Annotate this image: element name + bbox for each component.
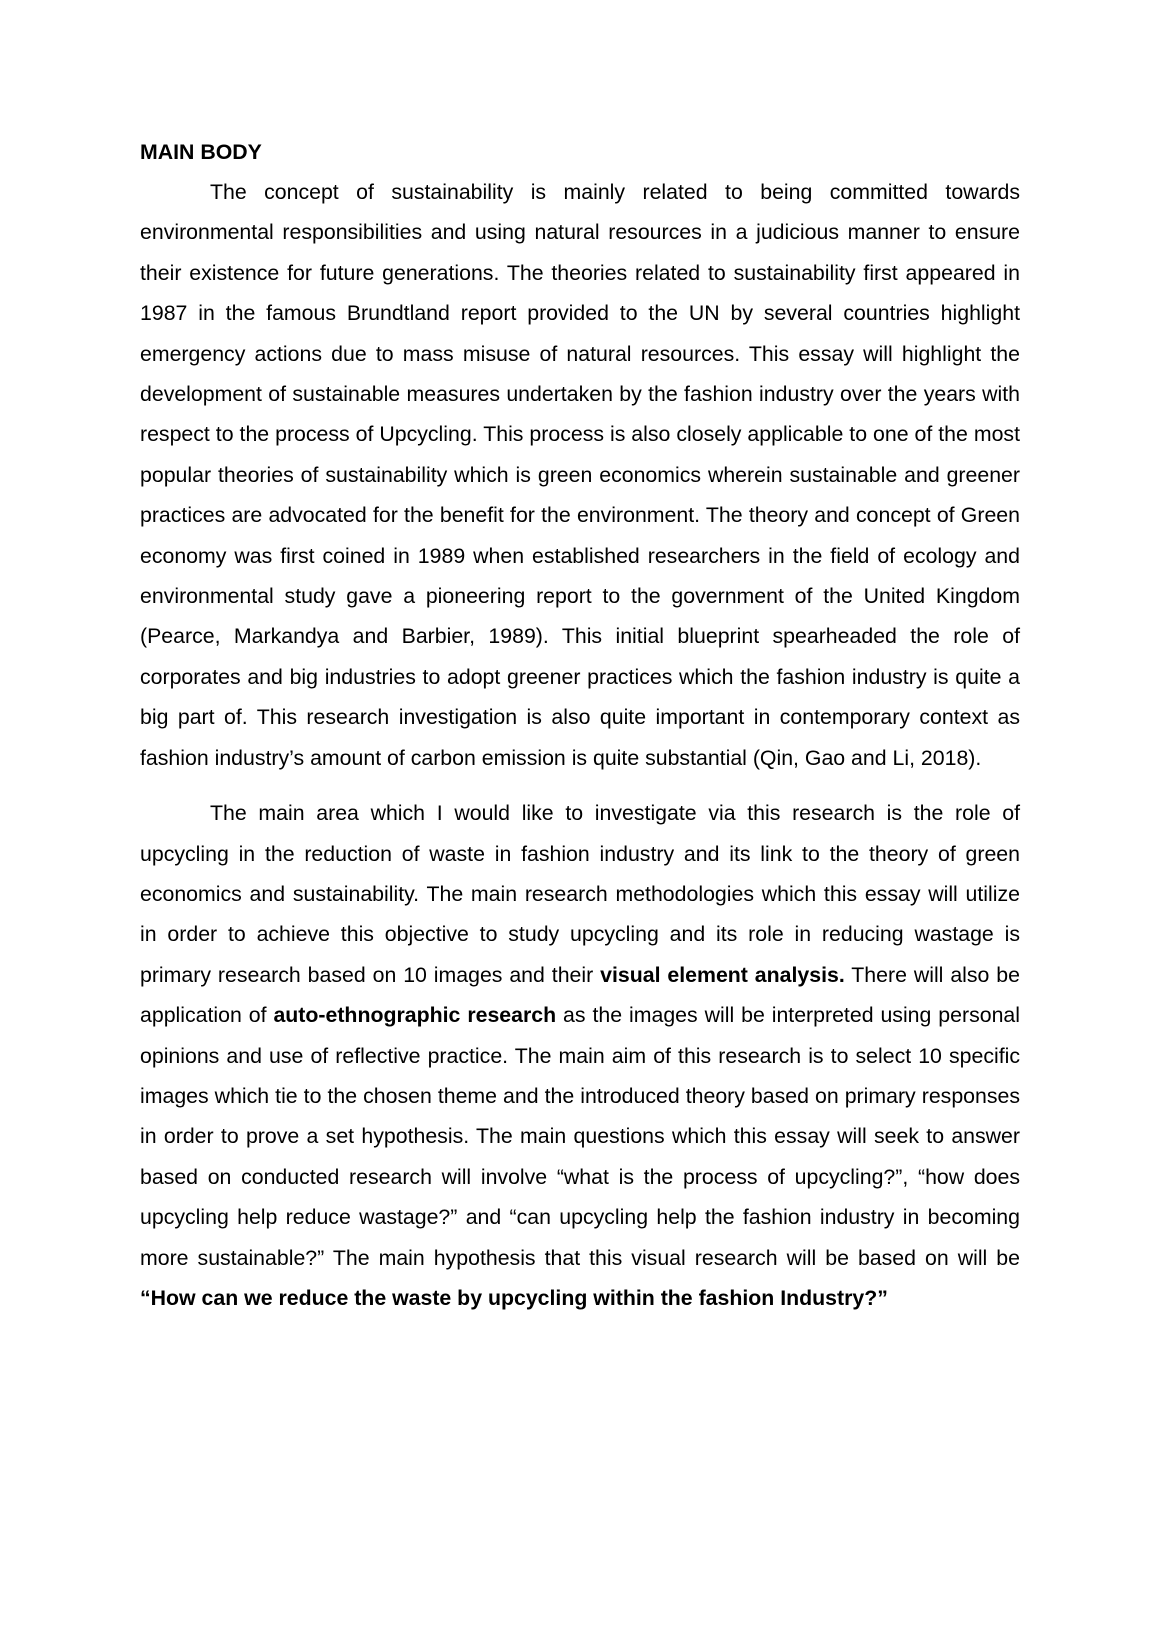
paragraph-sustainability-intro: The concept of sustainability is mainly related to being committed towards environmental responsibilities and using natural resources in a judicious manner to ensure their existence for future generations. The theories related to sustainability first appeared in 1987 in the famous Brundtland report provided to the UN by several countries highlight emergency actions due to mass misuse of natural resources. This essay will highlight the development of sustainable measures undertaken by the fashion industry over the years with respect to the process of Upcycling. This process is also closely applicable to one of the most popular theories of sustainability which is green economics wherein sustainable and greener practices are advocated for the benefit for the environment. The theory and concept of Green economy was first coined in 1989 when established researchers in the field of ecology and environmental study gave a pioneering report to the government of the United Kingdom (Pearce, Markandya and Barbier, 1989). This initial blueprint spearheaded the role of corporates and big industries to adopt greener practices which the fashion industry is quite a big part of. This research investigation is also quite important in contemporary context as fashion industry’s amount of carbon emission is quite substantial (Qin, Gao and Li, 2018).: [140, 180, 1020, 770]
para2-text-1: The main area which I would like to investigate via this research is the role of upcycling in the reduction of waste in fashion industry and its link to the theory of green economics and sustainability. The main research methodologies which this essay will utilize in order to achieve this objective to study upcycling and its role in reducing wastage is primary research based on 10 images and their: [140, 801, 1020, 987]
para2-bold-auto-ethnographic: auto-ethnographic research: [273, 1003, 557, 1028]
para2-bold-hypothesis: “How can we reduce the waste by upcycling within the fashion Industry?”: [140, 1285, 888, 1310]
para2-text-2: There will also be application of: [140, 962, 1020, 1028]
main-body-section: [140, 132, 1020, 1318]
para2-text-3: as the images will be interpreted using personal opinions and use of reflective practice. The main aim of this research is to select 10 specific images which tie to the chosen theme and the introduced theory based on primary responses in order to prove a set hypothesis. The main questions which this essay will seek to answer based on conducted research will involve “what is the process of upcycling?”, “how does upcycling help reduce wastage?” and “can upcycling help the fashion industry in becoming more sustainable?” The main hypothesis that this visual research will be based on will be: [140, 1003, 1020, 1270]
section-heading: MAIN BODY: [140, 140, 262, 164]
paragraph-research-aims: [140, 793, 1020, 1318]
para2-bold-visual-element-analysis: visual element analysis.: [600, 962, 845, 987]
